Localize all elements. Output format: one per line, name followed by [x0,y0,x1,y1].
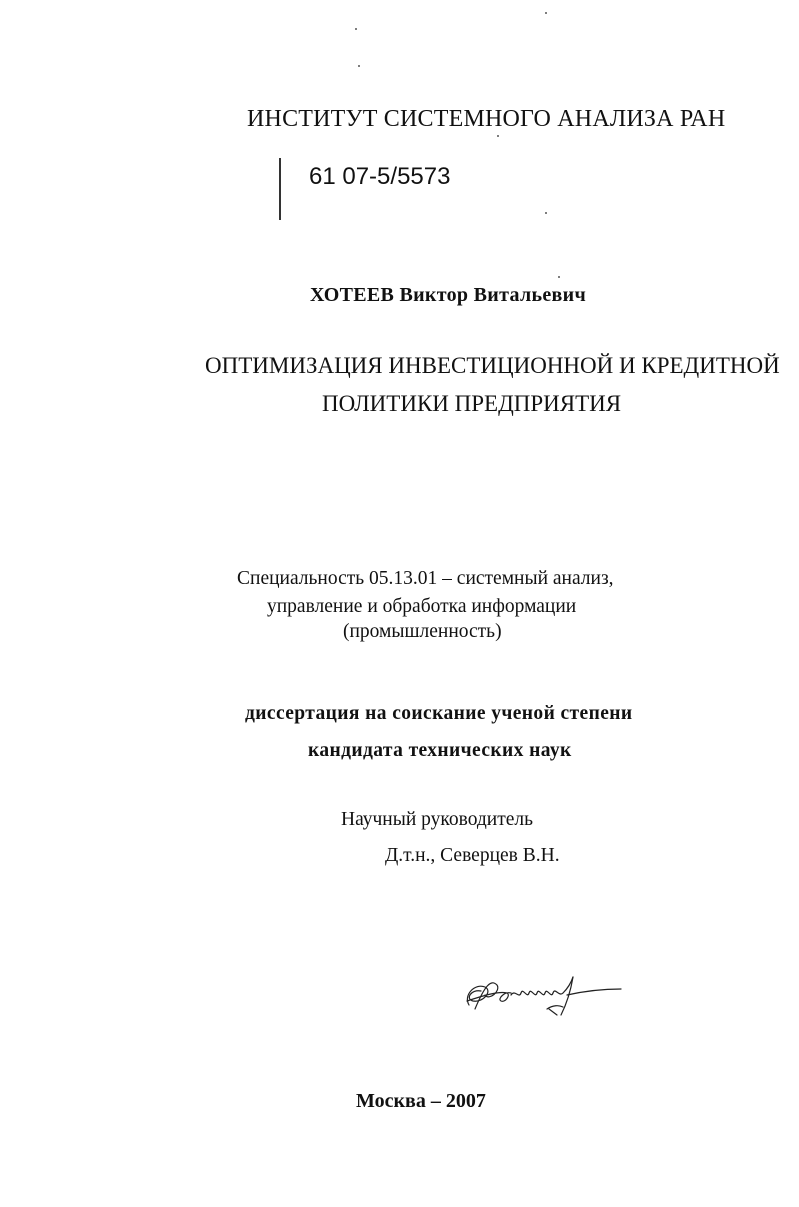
author-given-names: Виктор Витальевич [399,284,587,306]
scan-speck [358,65,360,67]
shelfmark: 61 07-5/5573 [309,163,451,190]
place-year: Москва – 2007 [356,1090,486,1112]
author-surname: ХОТЕЕВ [310,284,395,306]
specialty-line-3: (промышленность) [343,621,502,642]
title-line-2: ПОЛИТИКИ ПРЕДПРИЯТИЯ [322,391,622,416]
author-name [310,284,586,307]
title-line-1: ОПТИМИЗАЦИЯ ИНВЕСТИЦИОННОЙ И КРЕДИТНОЙ [205,353,780,378]
institute-name: ИНСТИТУТ СИСТЕМНОГО АНАЛИЗА РАН [247,106,726,132]
supervisor-name: Д.т.н., Северцев В.Н. [385,845,560,866]
scan-speck [355,28,357,30]
scan-speck [558,276,560,278]
specialty-line-2: управление и обработка информации [267,596,577,617]
degree-line-1: диссертация на соискание ученой степени [245,703,633,724]
scan-speck [545,12,547,14]
scan-speck [545,212,547,214]
specialty-line-1: Специальность 05.13.01 – системный анализ, [237,568,614,589]
degree-line-2: кандидата технических наук [308,740,572,761]
supervisor-label: Научный руководитель [341,809,534,830]
shelfmark-rule [279,158,281,220]
scan-speck [497,135,499,137]
signature-image [455,965,625,1025]
